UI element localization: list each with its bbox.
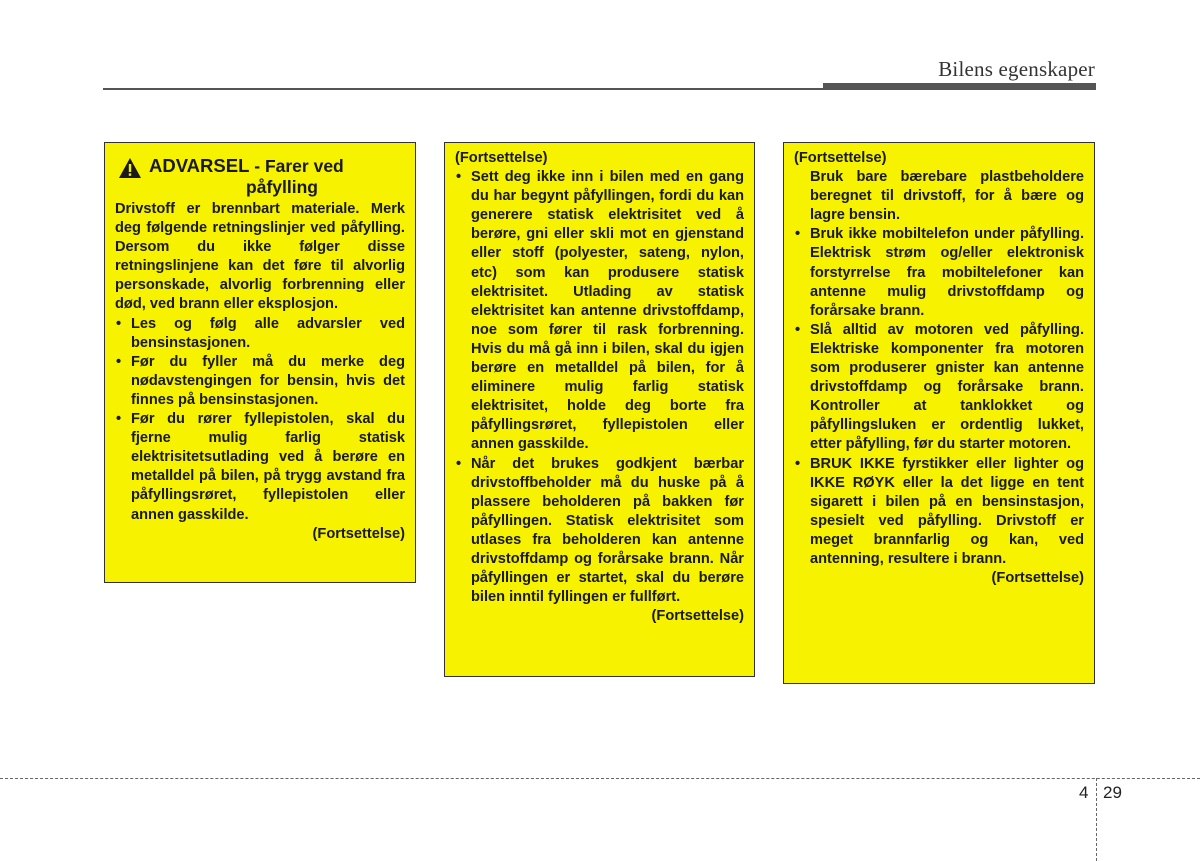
warning-subtitle-1: Farer ved — [264, 156, 344, 176]
warning-intro: Drivstoff er brennbart materiale. Merk deg følgende retningslinjer ved påfylling. Dersom du ikke følger disse retningslinjene kan det føre til alvorlig personskade, alvorlig forbrenning eller død, ved brann eller eksplosjon. — [115, 201, 405, 313]
continuation-bullets — [794, 225, 1084, 569]
warning-triangle-icon — [118, 157, 142, 179]
list-item: • Slå alltid av motoren ved påfylling. Elektriske komponenter fra motoren som produserer gnister kan antenne drivstoffdamp og forårsake brann. Kontroller at tanklokket og påfyllingsluken er ordentlig lukket, etter påfylling, før du starter motoren. — [794, 321, 1084, 455]
list-item: • Når det brukes godkjent bærbar drivstoffbeholder må du huske på å plassere beholderen på bakken før påfyllingen. Statisk elektrisitet som utlases fra beholderen kan antenne drivstoffdamp og forårsake brann. Når påfyllingen er startet, skal du berøre bilen inntil fyllingen er fullført. — [455, 455, 744, 608]
list-item: • Før du rører fyllepistolen, skal du fjerne mulig farlig statisk elektrisitetsutlading ved å berøre en metalldel på bilen, på trygg avstand fra påfyllingsrøret, fyllepistolen eller annen gasskilde. — [115, 410, 405, 525]
chapter-number: 4 — [1079, 783, 1089, 802]
continuation-label: (Fortsettelse) — [991, 570, 1084, 587]
page-number: 29 — [1103, 783, 1122, 802]
continuation-header: (Fortsettelse) — [794, 150, 887, 166]
continuation-label: (Fortsettelse) — [651, 608, 744, 625]
section-title: Bilens egenskaper — [938, 57, 1095, 81]
list-item: • Før du fyller må du merke deg nødavstengingen for bensin, hvis det finnes på bensinstasjonen. — [115, 353, 405, 410]
footer-dashed-divider — [1096, 778, 1097, 861]
warning-title: ADVARSEL — [149, 155, 250, 176]
warning-bullets — [115, 315, 405, 525]
footer-dashed-rule — [0, 778, 1200, 779]
list-item: • BRUK IKKE fyrstikker eller lighter og IKKE RØYK eller la det ligge en tent sigarett i bilen på en bensinstasjon, spesielt ved påfylling. Drivstoff er meget brannfarlig og kan, ved antenning, resultere i brann. — [794, 455, 1084, 570]
warning-separator: - — [249, 156, 265, 176]
continued-paragraph: Bruk bare bærebare plastbeholdere beregnet til drivstoff, for å bære og lagre bensin. — [810, 169, 1084, 224]
list-item: • Bruk ikke mobiltelefon under påfylling. Elektrisk strøm og/eller elektronisk forstyrrelse fra mobiltelefoner kan antenne mulig drivstoffdamp og forårsake brann. — [794, 225, 1084, 320]
header-rule-thick — [823, 83, 1096, 90]
continuation-box-2 — [444, 142, 755, 677]
continuation-label: (Fortsettelse) — [312, 525, 405, 542]
continuation-header: (Fortsettelse) — [455, 150, 548, 166]
list-item: • Les og følg alle advarsler ved bensinstasjonen. — [115, 315, 405, 353]
header-rule-thin — [103, 88, 823, 90]
continuation-box-3 — [783, 142, 1095, 684]
list-item: • Sett deg ikke inn i bilen med en gang du har begynt påfyllingen, fordi du kan generere statisk elektrisitet ved å berøre, gni eller skli mot en gjenstand eller stoff (polyester, sateng, nylon, etc) som kan produsere statisk elektrisitet. Utlading av statisk elektrisitet kan antenne drivstoffdamp, noe som fører til rask forbrenning. Hvis du må gå inn i bilen, skal du igjen berøre en metalldel på bilen, for å eliminere mulig farlig statisk elektrisitet, holde deg borte fra påfyllingsrøret, fyllepistolen eller annen gasskilde. — [455, 168, 744, 454]
warning-box — [104, 142, 416, 583]
warning-heading — [115, 155, 405, 198]
warning-subtitle-2: påfylling — [246, 177, 318, 197]
continuation-bullets — [455, 168, 744, 607]
